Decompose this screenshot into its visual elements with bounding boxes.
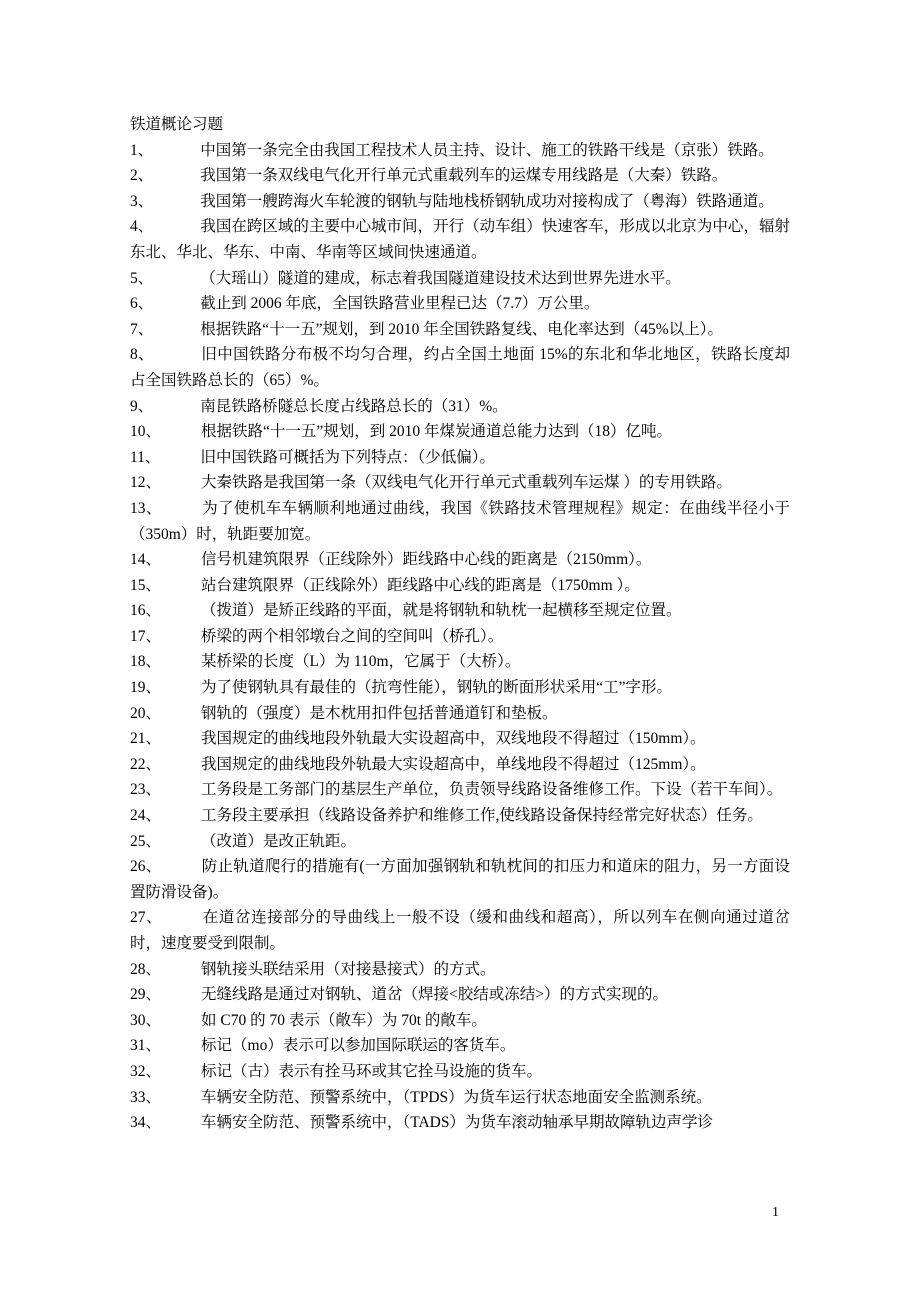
question-number: 16、	[130, 602, 162, 620]
question-item	[130, 1033, 790, 1059]
question-number: 10、	[130, 423, 162, 441]
question-text: 南昆铁路桥隧总长度占线路总长的（31）%。	[200, 397, 508, 415]
question-item	[130, 854, 790, 905]
question-text: （拨道）是矫正线路的平面，就是将钢轨和轨枕一起横移至规定位置。	[201, 602, 682, 620]
question-text: 站台建筑限界（正线除外）距线路中心线的距离是（1750mm ）。	[201, 576, 640, 594]
question-text: 我国规定的曲线地段外轨最大实设超高中，单线地段不得超过（125mm）。	[201, 755, 706, 773]
question-text: 根据铁路“十一五”规划，到 2010 年全国铁路复线、电化率达到（45%以上）。	[200, 320, 723, 338]
question-number: 9、	[130, 397, 154, 415]
question-item	[130, 470, 790, 496]
question-number: 18、	[130, 653, 162, 671]
question-text: 在道岔连接部分的导曲线上一般不设（缓和曲线和超高），所以列车在侧向通过道岔时，速度要受到限制。	[130, 909, 790, 952]
question-item	[130, 496, 790, 547]
question-item	[130, 777, 790, 803]
question-item	[130, 598, 790, 624]
question-text: 为了使机车车辆顺利地通过曲线，我国《铁路技术管理规程》规定：在曲线半径小于（350m）时，轨距要加宽。	[130, 499, 790, 543]
question-number: 17、	[130, 627, 162, 645]
question-number: 29、	[130, 986, 162, 1004]
question-number: 22、	[130, 755, 162, 773]
question-item	[130, 1085, 790, 1111]
question-text: 钢轨的（强度）是木枕用扣件包括普通道钉和垫板。	[201, 704, 558, 722]
question-text: 截止到 2006 年底，全国铁路营业里程已达（7.7）万公里。	[200, 295, 600, 313]
question-number: 30、	[130, 1011, 162, 1029]
question-list	[130, 138, 790, 1136]
question-item	[130, 624, 790, 650]
question-item	[130, 649, 790, 675]
question-text: 工务段主要承担（线路设备养护和维修工作,使线路设备保持经常完好状态）任务。	[201, 807, 763, 825]
question-number: 15、	[130, 576, 162, 594]
question-item	[130, 726, 790, 752]
question-item	[130, 957, 790, 983]
question-number: 25、	[130, 832, 162, 850]
question-item	[130, 1008, 790, 1034]
question-number: 31、	[130, 1037, 162, 1055]
question-text: 中国第一条完全由我国工程技术人员主持、设计、施工的铁路干线是（京张）铁路。	[200, 141, 774, 159]
question-item	[130, 829, 790, 855]
question-item	[130, 1059, 790, 1085]
question-text: 防止轨道爬行的措施有(一方面加强钢轨和轨枕间的扣压力和道床的阻力，另一方面设置防滑设备)。	[130, 858, 790, 901]
question-item	[130, 189, 790, 215]
question-number: 20、	[130, 704, 162, 722]
question-item	[130, 342, 790, 393]
question-number: 21、	[130, 730, 162, 748]
question-number: 33、	[130, 1088, 162, 1106]
question-text: 我国第一艘跨海火车轮渡的钢轨与陆地栈桥钢轨成功对接构成了（粤海）铁路通道。	[200, 192, 774, 210]
question-text: 车辆安全防范、预警系统中，（TPDS）为货车运行状态地面安全监测系统。	[201, 1088, 712, 1106]
question-text: （改道）是改正轨距。	[201, 832, 357, 850]
question-number: 23、	[130, 781, 162, 799]
question-item	[130, 982, 790, 1008]
question-item	[130, 163, 790, 189]
question-item	[130, 1110, 790, 1136]
question-item	[130, 317, 790, 343]
question-text: 标记（古）表示有拴马环或其它拴马设施的货车。	[201, 1062, 543, 1080]
question-text: 我国在跨区域的主要中心城市间，开行（动车组）快速客车，形成以北京为中心，辐射东北、华北、华东、中南、华南等区域间快速通道。	[130, 218, 790, 261]
question-text: 如 C70 的 70 表示（敞车）为 70t 的敞车。	[201, 1011, 487, 1029]
question-number: 28、	[130, 960, 162, 978]
question-text: 工务段是工务部门的基层生产单位，负责领导线路设备维修工作。下设（若干车间）。	[201, 781, 783, 799]
question-text: 我国第一条双线电气化开行单元式重载列车的运煤专用线路是（大秦）铁路。	[200, 167, 728, 185]
question-text: 旧中国铁路分布极不均匀合理，约占全国土地面 15%的东北和华北地区，铁路长度却占全国铁路总长的（65）%。	[130, 346, 790, 389]
question-text: 钢轨接头联结采用（对接悬接式）的方式。	[201, 960, 496, 978]
page-number: 1	[772, 1205, 779, 1220]
question-number: 2、	[130, 167, 154, 185]
question-number: 3、	[130, 192, 154, 210]
question-number: 4、	[130, 218, 154, 236]
question-number: 26、	[130, 858, 162, 876]
question-number: 27、	[130, 909, 163, 927]
question-item	[130, 445, 790, 471]
question-item	[130, 547, 790, 573]
question-number: 32、	[130, 1062, 162, 1080]
question-number: 6、	[130, 295, 154, 313]
question-text: 我国规定的曲线地段外轨最大实设超高中，双线地段不得超过（150mm）。	[201, 730, 706, 748]
question-text: 根据铁路“十一五”规划，到 2010 年煤炭通道总能力达到（18）亿吨。	[201, 423, 673, 441]
question-number: 13、	[130, 499, 162, 517]
question-item	[130, 419, 790, 445]
question-item	[130, 803, 790, 829]
page-title: 铁道概论习题	[130, 116, 224, 133]
question-item	[130, 573, 790, 599]
question-item	[130, 675, 790, 701]
question-text: 信号机建筑限界（正线除外）距线路中心线的距离是（2150mm）。	[201, 551, 652, 569]
question-number: 7、	[130, 320, 154, 338]
question-number: 14、	[130, 551, 162, 569]
question-text: 为了使钢轨具有最佳的（抗弯性能），钢轨的断面形状采用“工”字形。	[201, 679, 673, 697]
question-number: 5、	[130, 269, 154, 287]
question-item	[130, 394, 790, 420]
question-number: 12、	[130, 474, 162, 492]
question-text: 大秦铁路是我国第一条（双线电气化开行单元式重载列车运煤 ）的专用铁路。	[201, 474, 732, 492]
question-item	[130, 905, 790, 956]
question-number: 11、	[130, 448, 161, 466]
question-text: （大瑶山）隧道的建成，标志着我国隧道建设技术达到世界先进水平。	[200, 269, 681, 287]
question-item	[130, 214, 790, 265]
question-number: 1、	[130, 141, 154, 159]
question-item	[130, 266, 790, 292]
question-number: 19、	[130, 679, 162, 697]
question-text: 无缝线路是通过对钢轨、道岔（焊接<胶结或冻结>）的方式实现的。	[201, 986, 669, 1004]
question-text: 某桥梁的长度（L）为 110m，它属于（大桥）。	[201, 653, 521, 671]
question-text: 桥梁的两个相邻墩台之间的空间叫（桥孔）。	[201, 627, 504, 645]
question-text: 车辆安全防范、预警系统中，（TADS）为货车滚动轴承早期故障轨边声学诊	[201, 1114, 714, 1132]
question-number: 8、	[130, 346, 155, 364]
question-item	[130, 701, 790, 727]
question-number: 24、	[130, 807, 162, 825]
question-text: 标记（mo）表示可以参加国际联运的客货车。	[201, 1037, 516, 1055]
question-text: 旧中国铁路可概括为下列特点：（少低偏）。	[200, 448, 495, 466]
question-number: 34、	[130, 1114, 162, 1132]
question-item	[130, 291, 790, 317]
question-item	[130, 752, 790, 778]
document-body	[130, 112, 790, 1136]
question-item	[130, 138, 790, 164]
